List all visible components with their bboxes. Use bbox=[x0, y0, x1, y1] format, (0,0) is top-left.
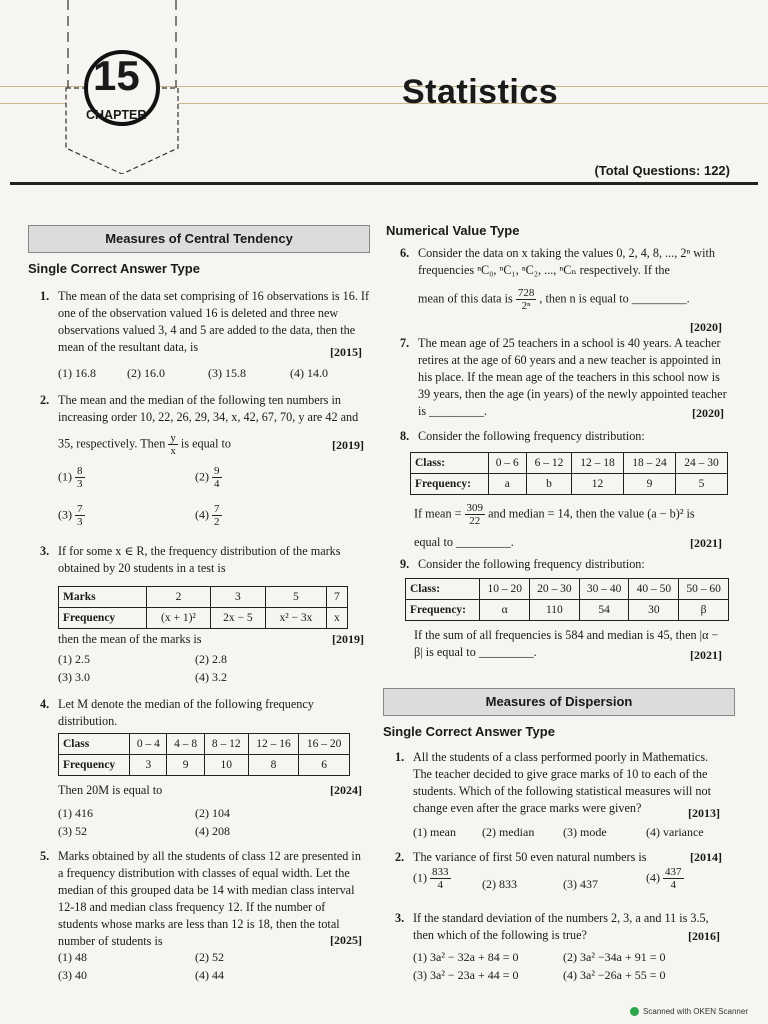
table-cell: 10 bbox=[204, 755, 248, 776]
fraction: $\frac{728}{\text{2ⁿ}}$ bbox=[517, 287, 535, 312]
table-row bbox=[59, 587, 348, 608]
table-row bbox=[411, 474, 728, 495]
question-year: [2020] bbox=[692, 406, 724, 420]
question-number: 5. bbox=[40, 849, 50, 863]
question-year: [2019] bbox=[332, 438, 364, 452]
question-year: [2014] bbox=[690, 850, 722, 864]
frequency-table bbox=[405, 578, 729, 621]
table-cell: 6 bbox=[299, 755, 350, 776]
table-cell: b bbox=[526, 474, 571, 495]
question-9 bbox=[400, 556, 730, 573]
question-text: Marks obtained by all the students of class 12 are presented in a frequency distribution with classes of equal width. Let the median of this grouped data be 14 with median class interval 12-18 and median class frequency 12. If the number of students whose marks are less than 12 is 18, then the total number of students is bbox=[58, 849, 361, 948]
question-text: If the standard deviation of the numbers 2, 3, a and 11 is 3.5, then which of the following is true? bbox=[413, 911, 709, 942]
table-cell: 2 bbox=[147, 587, 210, 608]
question-number: 9. bbox=[400, 557, 410, 571]
table-cell: 110 bbox=[530, 600, 580, 621]
table-cell: 8 bbox=[248, 755, 299, 776]
table-cell: a bbox=[488, 474, 526, 495]
table-cell: 12 – 18 bbox=[572, 453, 624, 474]
chapter-label: CHAPTER bbox=[86, 108, 147, 122]
subheading-single-correct: Single Correct Answer Type bbox=[383, 724, 555, 739]
table-cell: 12 bbox=[572, 474, 624, 495]
table-cell: 24 – 30 bbox=[675, 453, 727, 474]
table-cell: 16 – 20 bbox=[299, 734, 350, 755]
question-3 bbox=[40, 543, 370, 577]
option: (3) 52 bbox=[58, 824, 87, 838]
chapter-title: Statistics bbox=[402, 73, 559, 111]
question-8 bbox=[400, 428, 730, 445]
scanner-watermark: Scanned with OKEN Scanner bbox=[630, 1007, 748, 1016]
question-year: [2024] bbox=[330, 783, 362, 797]
option: (2) 833 bbox=[482, 877, 517, 891]
option: (2) median bbox=[482, 825, 535, 839]
table-cell: 10 – 20 bbox=[480, 579, 530, 600]
option: (3) 3.0 bbox=[58, 670, 90, 684]
table-cell: Frequency bbox=[59, 608, 147, 629]
question-text: The mean age of 25 teachers in a school is 40 years. A teacher retires at the age of 60 years and a new teacher is appointed in his place. If the mean age of the teachers in this school now is 39 years, then the age (in years) of the newly appointed teacher is _________. bbox=[418, 336, 727, 418]
fraction: $\frac{y}{x}$ bbox=[170, 432, 176, 457]
question-year: [2016] bbox=[688, 929, 720, 943]
table-cell: 7 bbox=[326, 587, 347, 608]
dispersion-question-2 bbox=[395, 849, 729, 866]
table-cell: Class: bbox=[411, 453, 489, 474]
question-number: 2. bbox=[40, 393, 50, 407]
table-cell: 30 bbox=[629, 600, 679, 621]
question-text: If for some x ∈ R, the frequency distribution of the marks obtained by 20 students in a test is bbox=[58, 544, 341, 575]
dispersion-question-3 bbox=[395, 910, 729, 944]
section-title: Measures of Dispersion bbox=[485, 694, 633, 709]
dispersion-question-1 bbox=[395, 749, 729, 817]
frequency-table bbox=[410, 452, 728, 495]
option: (2) 3a² −34a + 91 = 0 bbox=[563, 950, 666, 964]
option: (4) variance bbox=[646, 825, 704, 839]
table-cell: 18 – 24 bbox=[624, 453, 676, 474]
question-7 bbox=[400, 335, 730, 420]
table-cell: 2x − 5 bbox=[210, 608, 266, 629]
table-row bbox=[59, 734, 350, 755]
question-text: Let M denote the median of the following frequency distribution. bbox=[58, 697, 314, 728]
question-number: 3. bbox=[40, 544, 50, 558]
table-cell: 6 – 12 bbox=[526, 453, 571, 474]
table-cell: 40 – 50 bbox=[629, 579, 679, 600]
table-cell: α bbox=[480, 600, 530, 621]
option: (3) 15.8 bbox=[208, 366, 246, 380]
table-cell: 9 bbox=[167, 755, 204, 776]
table-cell: 4 – 8 bbox=[167, 734, 204, 755]
question-text: Consider the following frequency distribution: bbox=[418, 557, 645, 571]
question-number: 7. bbox=[400, 336, 410, 350]
option: (2) 16.0 bbox=[127, 366, 165, 380]
option: (3) mode bbox=[563, 825, 607, 839]
question-text: Consider the following frequency distribution: bbox=[418, 429, 645, 443]
question-1 bbox=[40, 288, 370, 356]
section-title: Measures of Central Tendency bbox=[105, 231, 293, 246]
option: (1) 16.8 bbox=[58, 366, 96, 380]
option-fraction: (1) $\frac{833}{4}$ bbox=[413, 866, 449, 891]
table-cell: (x + 1)² bbox=[147, 608, 210, 629]
question-number: 8. bbox=[400, 429, 410, 443]
question-text: Consider the data on x taking the values 0, 2, 4, 8, ..., 2ⁿ with frequencies ⁿC₀, ⁿC₁, ⁿC₂, ..., ⁿCₙ respectively. If the bbox=[418, 246, 715, 277]
table-cell: Class: bbox=[406, 579, 480, 600]
option: (2) 2.8 bbox=[195, 652, 227, 666]
option-fraction: (3) $\frac{7}{3}$ bbox=[58, 503, 83, 528]
subheading-single-correct: Single Correct Answer Type bbox=[28, 261, 200, 276]
question-year: [2013] bbox=[688, 806, 720, 820]
header-divider bbox=[10, 182, 758, 185]
table-cell: 0 – 6 bbox=[488, 453, 526, 474]
section-box-central-tendency bbox=[28, 225, 370, 253]
fraction: $\frac{309}{22}$ bbox=[466, 502, 484, 527]
question-text: The mean and the median of the following ten numbers in increasing order 10, 22, 26, 29, 34, x, 42, 67, 70, y are 42 and bbox=[58, 393, 359, 424]
question-year: [2019] bbox=[332, 632, 364, 646]
option: (1) mean bbox=[413, 825, 456, 839]
table-cell: x² − 3x bbox=[266, 608, 327, 629]
table-row bbox=[406, 600, 729, 621]
question-6 bbox=[400, 245, 730, 279]
table-cell: 3 bbox=[130, 755, 167, 776]
question-8-tail-2: equal to _________. bbox=[414, 535, 514, 549]
question-number: 2. bbox=[395, 850, 405, 864]
option: (2) 104 bbox=[195, 806, 230, 820]
question-year: [2021] bbox=[690, 648, 722, 662]
option: (4) 208 bbox=[195, 824, 230, 838]
subheading-numerical: Numerical Value Type bbox=[386, 223, 520, 238]
question-2 bbox=[40, 392, 370, 426]
table-cell: Class bbox=[59, 734, 130, 755]
total-questions: (Total Questions: 122) bbox=[594, 163, 730, 178]
option: (4) 14.0 bbox=[290, 366, 328, 380]
question-text: The mean of the data set comprising of 16 observations is 16. If one of the observation valued 16 is deleted and three new observations valued 3, 4 and 5 are added to the data, then the mean of the resultant data, is bbox=[58, 289, 370, 354]
option: (1) 48 bbox=[58, 950, 87, 964]
table-cell: 50 – 60 bbox=[679, 579, 729, 600]
option: (3) 3a² − 23a + 44 = 0 bbox=[413, 968, 519, 982]
question-6-tail: mean of this data is $\frac{728}{\text{2ⁿ}}$ , then n is equal to _________. bbox=[418, 287, 690, 312]
question-3-after: then the mean of the marks is bbox=[58, 632, 202, 646]
table-row bbox=[59, 755, 350, 776]
table-cell: 5 bbox=[675, 474, 727, 495]
question-number: 3. bbox=[395, 911, 405, 925]
question-2-tail: 35, respectively. Then $\frac{y}{x}$ is equal to bbox=[58, 432, 231, 457]
table-cell: Frequency: bbox=[406, 600, 480, 621]
question-year: [2015] bbox=[330, 345, 362, 359]
question-number: 1. bbox=[40, 289, 50, 303]
table-cell: 9 bbox=[624, 474, 676, 495]
table-cell: 8 – 12 bbox=[204, 734, 248, 755]
frequency-table bbox=[58, 586, 348, 629]
option: (2) 52 bbox=[195, 950, 224, 964]
option: (4) 44 bbox=[195, 968, 224, 982]
section-box-dispersion bbox=[383, 688, 735, 716]
question-text: The variance of first 50 even natural numbers is bbox=[413, 850, 647, 864]
scanner-logo-icon bbox=[630, 1007, 639, 1016]
question-9-tail: If the sum of all frequencies is 584 and median is 45, then |α − β| is equal to _________. bbox=[414, 628, 719, 659]
question-8-tail: If mean = $\frac{309}{22}$ and median = 14, then the value (a − b)² is bbox=[414, 502, 695, 527]
question-number: 4. bbox=[40, 697, 50, 711]
table-cell: β bbox=[679, 600, 729, 621]
question-4 bbox=[40, 696, 370, 730]
table-cell: x bbox=[326, 608, 347, 629]
table-cell: Frequency: bbox=[411, 474, 489, 495]
question-number: 1. bbox=[395, 750, 405, 764]
question-year: [2021] bbox=[690, 536, 722, 550]
option: (1) 2.5 bbox=[58, 652, 90, 666]
table-cell: 20 – 30 bbox=[530, 579, 580, 600]
question-year: [2025] bbox=[330, 933, 362, 947]
chapter-number: 15 bbox=[93, 52, 140, 99]
table-row bbox=[411, 453, 728, 474]
table-row bbox=[59, 608, 348, 629]
table-cell: Frequency bbox=[59, 755, 130, 776]
option: (1) 416 bbox=[58, 806, 93, 820]
table-cell: Marks bbox=[59, 587, 147, 608]
option-fraction: (2) $\frac{9}{4}$ bbox=[195, 465, 220, 490]
option: (3) 40 bbox=[58, 968, 87, 982]
table-row bbox=[406, 579, 729, 600]
option-fraction: (4) $\frac{7}{2}$ bbox=[195, 503, 220, 528]
table-cell: 12 – 16 bbox=[248, 734, 299, 755]
option: (4) 3a² −26a + 55 = 0 bbox=[563, 968, 666, 982]
question-4-after: Then 20M is equal to bbox=[58, 783, 163, 797]
option: (3) 437 bbox=[563, 877, 598, 891]
table-cell: 54 bbox=[579, 600, 629, 621]
option: (4) 3.2 bbox=[195, 670, 227, 684]
table-cell: 5 bbox=[266, 587, 327, 608]
table-cell: 3 bbox=[210, 587, 266, 608]
table-cell: 0 – 4 bbox=[130, 734, 167, 755]
option-fraction: (4) $\frac{437}{4}$ bbox=[646, 866, 682, 891]
table-cell: 30 – 40 bbox=[579, 579, 629, 600]
option: (1) 3a² − 32a + 84 = 0 bbox=[413, 950, 519, 964]
question-text: All the students of a class performed poorly in Mathematics. The teacher decided to give grace marks of 10 to each of the students. Which of the following statistical measures will not change even after the grace marks were given? bbox=[413, 750, 711, 815]
question-number: 6. bbox=[400, 246, 410, 260]
option-fraction: (1) $\frac{8}{3}$ bbox=[58, 465, 83, 490]
question-5 bbox=[40, 848, 368, 950]
frequency-table bbox=[58, 733, 350, 776]
question-year: [2020] bbox=[690, 320, 722, 334]
